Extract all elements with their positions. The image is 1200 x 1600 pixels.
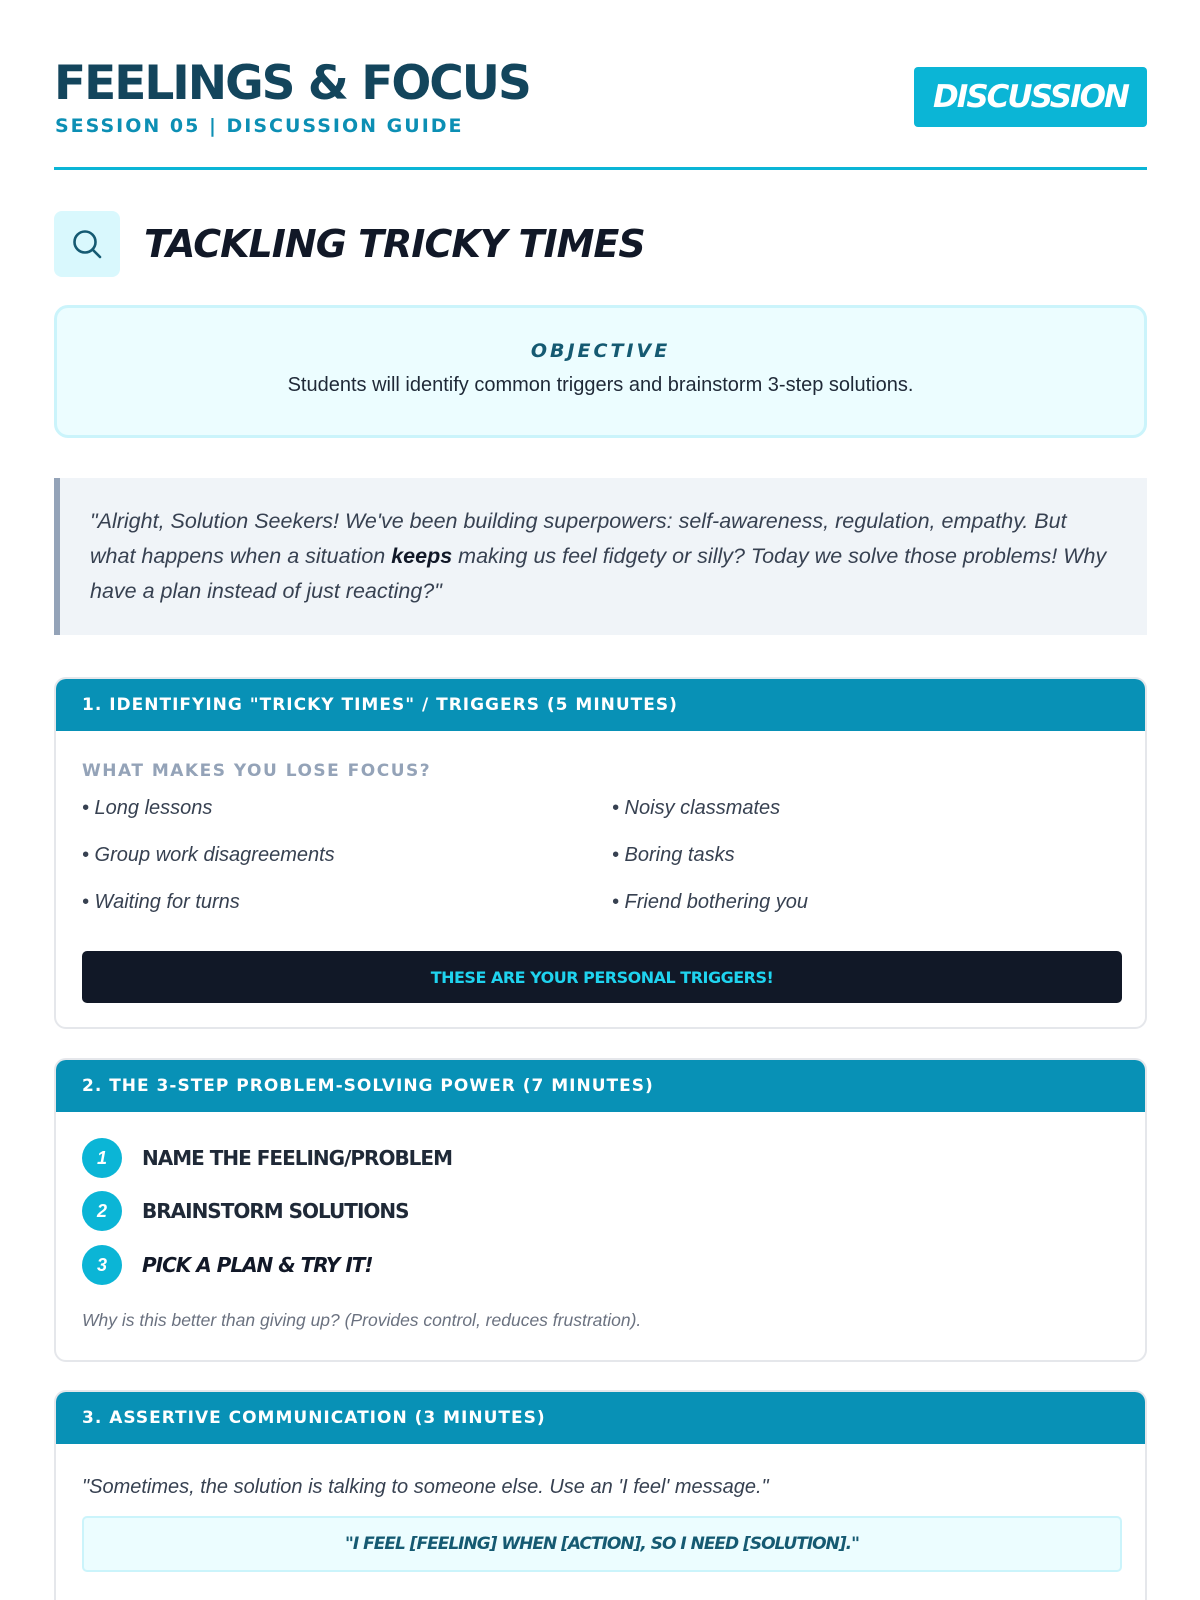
step-number-badge: 2 [82, 1191, 122, 1231]
search-icon [54, 211, 120, 277]
step-item [82, 1191, 409, 1231]
page-subtitle: SESSION 05 | DISCUSSION GUIDE [55, 115, 464, 137]
objective-text: Students will identify common triggers and brainstorm 3-step solutions. [287, 374, 914, 396]
objective-box [54, 305, 1147, 438]
problem-solving-note: Why is this better than giving up? (Provides control, reduces frustration). [82, 1310, 642, 1330]
list-item: • Friend bothering you [612, 891, 809, 913]
step-label: NAME THE FEELING/PROBLEM [142, 1146, 452, 1170]
section-problem-solving-heading: 2. THE 3-STEP PROBLEM-SOLVING POWER (7 MINUTES) [56, 1060, 1145, 1112]
list-item: • Long lessons [82, 797, 213, 819]
list-item: • Boring tasks [612, 844, 735, 866]
quote-text-after: making us feel fidgety or silly? Today we solve those problems! Why have a plan instead of just reacting?" [90, 544, 1107, 603]
section-triggers [54, 677, 1147, 1029]
triggers-list [82, 797, 1122, 914]
objective-label: OBJECTIVE [530, 340, 671, 362]
list-item: • Waiting for turns [82, 891, 240, 913]
triggers-banner: THESE ARE YOUR PERSONAL TRIGGERS! [82, 951, 1122, 1003]
section-assertive-communication [54, 1390, 1147, 1600]
i-feel-formula: "I FEEL [FEELING] WHEN [ACTION], SO I NEED [SOLUTION]." [82, 1516, 1122, 1572]
list-item: • Group work disagreements [82, 844, 335, 866]
list-item: • Noisy classmates [612, 797, 781, 819]
step-number-badge: 3 [82, 1245, 122, 1285]
quote-emphasis: keeps [391, 544, 453, 568]
assertive-text: "Sometimes, the solution is talking to someone else. Use an 'I feel' message." [82, 1476, 769, 1498]
page-title: FEELINGS & FOCUS [54, 56, 530, 111]
triggers-subheading: WHAT MAKES YOU LOSE FOCUS? [82, 761, 432, 781]
step-number-badge: 1 [82, 1138, 122, 1178]
discussion-badge: DISCUSSION [914, 67, 1147, 127]
step-label: BRAINSTORM SOLUTIONS [142, 1199, 409, 1223]
step-item [82, 1245, 373, 1285]
step-item [82, 1138, 452, 1178]
quote-text-before: "Alright, Solution Seekers! We've been building superpowers: self-awareness, regulation, empathy. But what happens when a situation [90, 509, 1067, 568]
discussion-guide-page [54, 0, 1147, 1554]
topic-heading [54, 211, 645, 277]
section-problem-solving [54, 1058, 1147, 1362]
section-assertive-heading: 3. ASSERTIVE COMMUNICATION (3 MINUTES) [56, 1392, 1145, 1444]
page-header [54, 0, 1147, 170]
section-triggers-heading: 1. IDENTIFYING "TRICKY TIMES" / TRIGGERS (5 MINUTES) [56, 679, 1145, 731]
intro-quote [54, 478, 1147, 635]
topic-title: TACKLING TRICKY TIMES [144, 222, 645, 266]
step-label: PICK A PLAN & TRY IT! [142, 1253, 373, 1277]
